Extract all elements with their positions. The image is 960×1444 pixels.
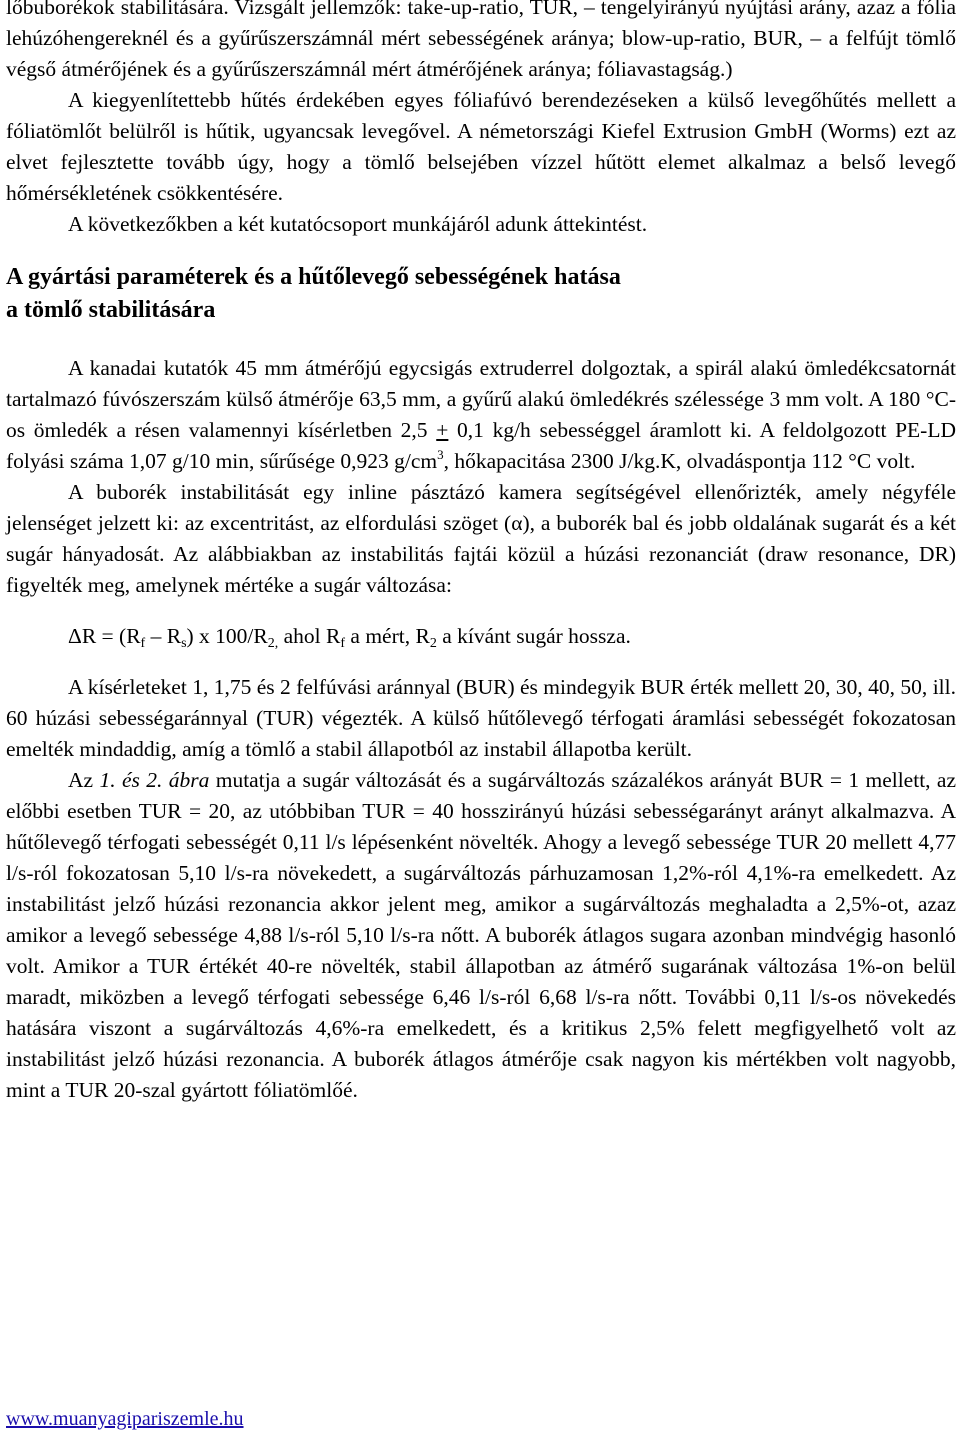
cooling-text-start: A kiegyenlítettebb hűtés érdekében egyes fóliafúvó berendezéseken a külső levegőhűtés mellett a fóliatömlőt belülről is hűtik, ugyancsak levegővel. A németországi [6, 88, 956, 143]
formula-subscript: f [140, 636, 146, 651]
company-name: Kiefel Extrusion GmbH [601, 119, 813, 143]
results-paragraph [6, 765, 956, 1106]
cooling-paragraph [6, 85, 956, 209]
cooling-text-end: (Worms) ezt az elvet fejlesztette tovább úgy, hogy a tömlő belsejében vízzel hűtött elemet alkalmaz a belső levegő hőmérsékletének csökkentésére. [6, 119, 956, 205]
experiments-setup-paragraph [6, 672, 956, 765]
section-heading-line-2: a tömlő stabilitására [6, 297, 216, 323]
experiments-setup-text: A kísérleteket 1, 1,75 és 2 felfúvási aránnyal (BUR) és mindegyik BUR érték mellett 20, 30, 40, 50, ill. 60 húzási sebességaránnyal (TUR) végezték. A külső hűtőlevegő térfogati áramlási sebességét fokozatosan emelték mindaddig, amíg a tömlő a stabil állapotból az instabil állapotba került. [6, 675, 956, 761]
experiment-text-c: , hőkapacitása 2300 J/kg.K, olvadáspontja 112 °C volt. [443, 449, 916, 473]
formula-subscript: 2, [267, 636, 279, 651]
instability-text: A buborék instabilitását egy inline pásztázó kamera segítségével ellenőrizték, amely négyféle jelenséget jelzett ki: az excentritást, az elfordulási szöget (α), a buborék bal és jobb oldalának sugarát és a két sugár hányadosát. Az alábbiakban az instabilitás fajtái közül a húzási rezonanciát (draw resonance, DR) figyelték meg, amelynek mértéke a sugár változása: [6, 480, 956, 597]
figure-reference: 1. és 2. ábra [99, 768, 210, 792]
experiment-paragraph [6, 353, 956, 477]
experiment-text-a: A kanadai kutatók 45 mm átmérőjú egycsigás extruderrel dolgoztak, a spirál alakú ömledékcsatornát tartalmazó fúvószerszám külső átmérője 63,5 mm, a gyűrű alakú ömledékrés szélessége 3 mm volt. A 180 °C-os ömledék a résen valamennyi kísérletben 2,5 [6, 356, 956, 442]
section-heading-line-1: A gyártási paraméterek és a hűtőlevegő sebességének hatása [6, 264, 621, 290]
overview-text: A következőkben a két kutatócsoport munkájáról adunk áttekintést. [68, 212, 648, 236]
intro-paragraph [6, 0, 956, 85]
results-text-b: mutatja a sugár változását és a sugárváltozás százalékos arányát BUR = 1 mellett, az előbbi esetben TUR = 20, az utóbbiban TUR = 40 hosszirányú húzási sebességarányt arányt alkalmazva. A hűtőlevegő térfogati sebességét 0,11 l/s lépésenként növelték. Ahogy a levegő sebessége TUR 20 mellett 4,77 l/s-ról fokozatosan 5,10 l/s-ra növekedett, a sugárváltozás párhuzamosan 1,2%-ról 4,1%-ra emelkedett. Az instabilitást jelző húzási rezonancia akkor jelent meg, amikor a sugárváltozás meghaladta a 2,5%-ot, azaz amikor a levegő sebessége 4,88 l/s-ról 5,10 l/s-ra nőtt. A buborék átlagos sugara azonban mindvégig hasonló volt. Amikor a TUR értékét 40-re növelték, stabil állapotban az átmérő sugarának változása 1%-on belül maradt, miközben a levegő térfogati sebessége 6,46 l/s-ról 6,68 l/s-ra nőtt. További 0,11 l/s-os növekedés hatására viszont a sugárváltozás 4,6%-ra emelkedett, és a kritikus 2,5% felett megfigyelhető volt az instabilitást jelző húzási rezonancia. A buborék átlagos átmérője csak nagyon kis mértékben volt nagyobb, mint a TUR 20-szal gyártott fóliatömlőé. [6, 768, 957, 1102]
formula-part: ahol R [278, 624, 341, 648]
intro-text-1: lőbuborékok stabilitására. Vizsgált jellemzők: take-up-ratio, TUR, – tengelyirányú nyújtási arány, azaz a fólia lehúzóhengereknél és a gyűrűszerszámnál mért sebességének aránya; blow-up-ratio, BUR, – a felfújt tömlő végső átmérőjének és a gyűrűszerszámnál mért átmérőjének aránya; fóliavastagság.) [6, 0, 956, 81]
experiment-text-b: 0,1 kg/h sebességgel áramlott ki. A feldolgozott PE-LD folyási száma 1,07 g/10 min, sűrűsége 0,923 g/cm [6, 418, 956, 473]
formula-subscript: 2 [429, 636, 437, 651]
formula-part: – R [145, 624, 182, 648]
document-page [6, 0, 956, 1106]
overview-paragraph [6, 209, 956, 240]
formula-part: ) x 100/R [186, 624, 268, 648]
formula-part: ΔR = (R [68, 624, 141, 648]
footer-website-link[interactable]: www.muanyagipariszemle.hu [6, 1408, 244, 1430]
plus-minus-sign: + [436, 418, 449, 442]
results-text-a: Az [68, 768, 100, 792]
density-exponent: 3 [437, 447, 444, 462]
formula-part: a kívánt sugár hossza. [436, 624, 631, 648]
formula-subscript: f [340, 636, 346, 651]
section-heading [6, 261, 956, 327]
instability-paragraph [6, 477, 956, 601]
formula-part: a mért, R [345, 624, 430, 648]
radius-change-formula [6, 621, 956, 652]
formula-subscript: s [181, 636, 187, 651]
